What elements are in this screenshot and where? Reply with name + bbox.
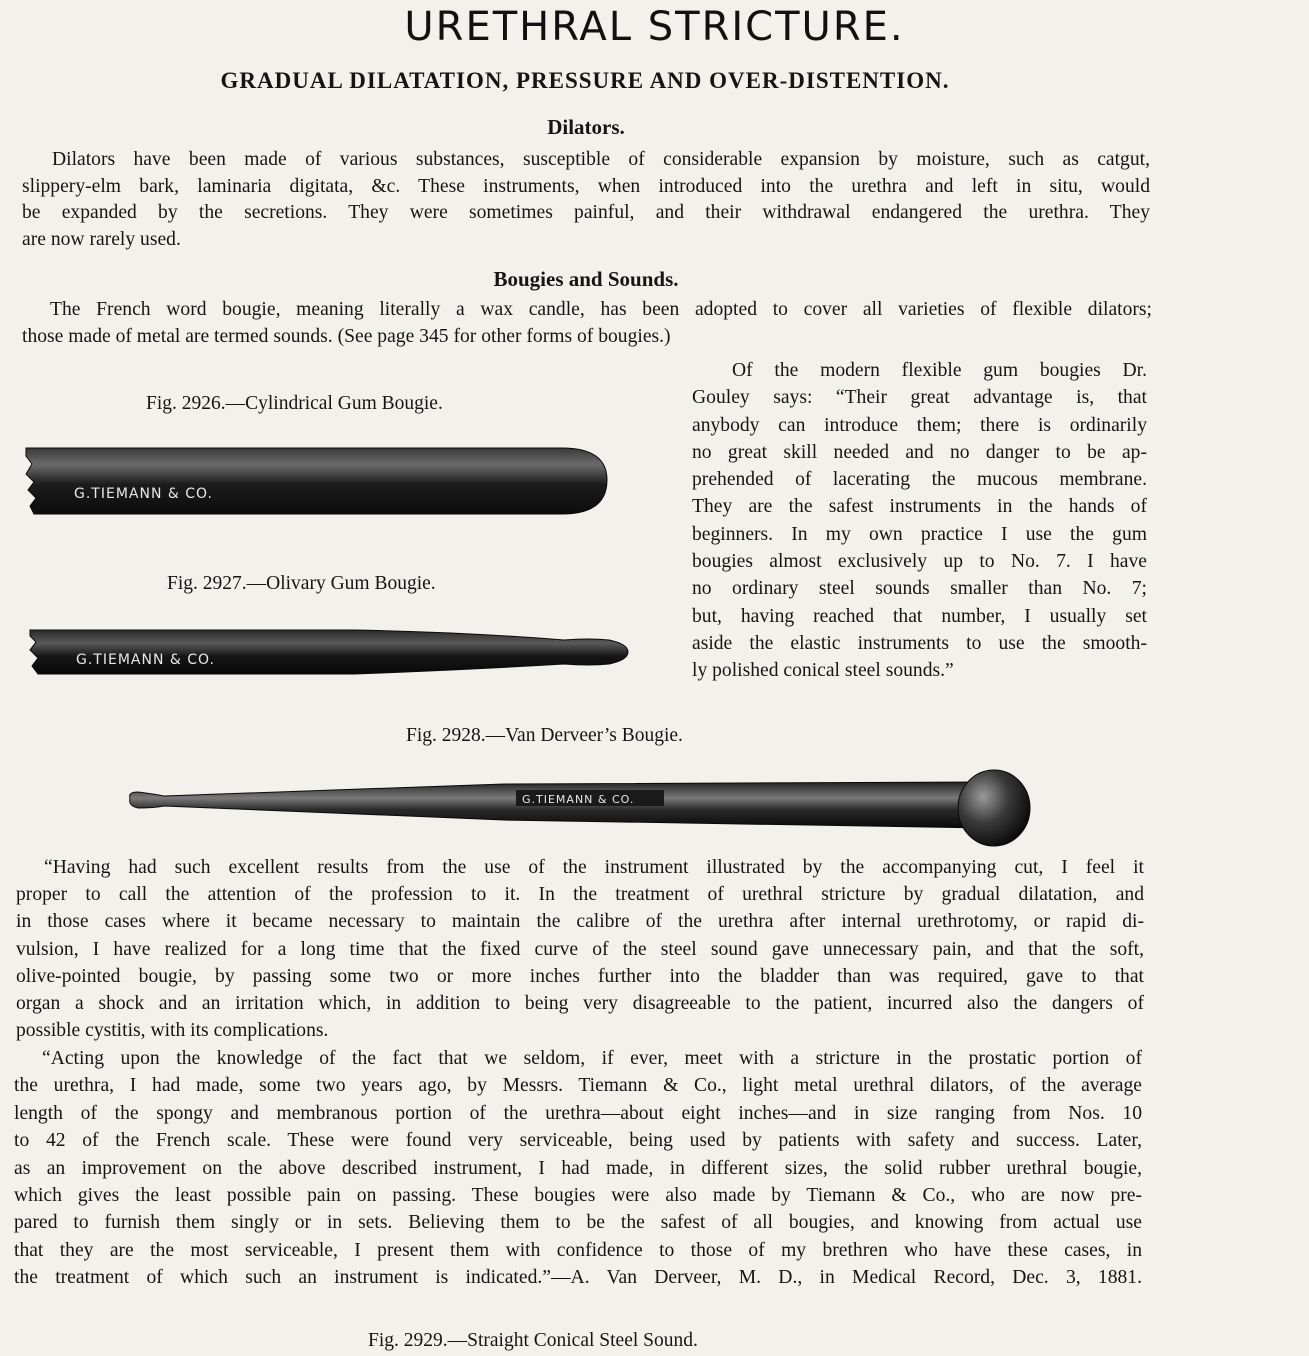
- text-line: Gouley says: “Their great advantage is, that: [692, 387, 1147, 409]
- text-line: which gives the least possible pain on passing. These bougies were also made by Tiemann & Co., who are now pre-: [14, 1185, 1142, 1207]
- text-line: that they are the most serviceable, I present them with confidence to those of my brethren who have these cases, in: [14, 1239, 1142, 1261]
- maker-mark-2926: G.TIEMANN & CO.: [74, 486, 213, 502]
- text-line: as an improvement on the above described instrument, I had made, in different sizes, the solid rubber urethral bougie,: [14, 1157, 1142, 1179]
- text-line: aside the elastic instruments to use the smooth-: [692, 632, 1147, 654]
- gouley-quote: [692, 357, 1147, 685]
- text-line: organ a shock and an irritation which, in addition to being very disagreeable to the patient, incurred also the dangers of: [16, 993, 1144, 1015]
- figure-caption-2928: Fig. 2928.—Van Derveer’s Bougie.: [406, 725, 683, 746]
- text-line: the treatment of which such an instrument is indicated.”—A. Van Derveer, M. D., in Medical Record, Dec. 3, 1881.: [14, 1267, 1142, 1289]
- page-subtitle: GRADUAL DILATATION, PRESSURE AND OVER-DISTENTION.: [220, 68, 950, 93]
- text-line: possible cystitis, with its complications.: [16, 1020, 329, 1042]
- dilators-paragraph: [22, 147, 1150, 253]
- text-line: anybody can introduce them; there is ordinarily: [692, 414, 1147, 436]
- text-line: be expanded by the secretions. They were sometimes painful, and their withdrawal endangered the urethra. They: [22, 202, 1150, 224]
- van-derveer-quote-paragraph-2: [14, 1045, 1142, 1292]
- text-line: but, having reached that number, I usually set: [692, 605, 1147, 627]
- text-line: prehended of lacerating the mucous membrane.: [692, 469, 1147, 491]
- van-derveer-quote-paragraph-1: [16, 854, 1144, 1044]
- text-line: those made of metal are termed sounds. (See page 345 for other forms of bougies.): [22, 325, 671, 347]
- cylindrical-gum-bougie-illustration: [22, 440, 612, 520]
- text-line: They are the safest instruments in the hands of: [692, 496, 1147, 518]
- figure-caption-2929: Fig. 2929.—Straight Conical Steel Sound.: [368, 1330, 698, 1351]
- maker-mark-2928: G.TIEMANN & CO.: [522, 793, 635, 806]
- text-line: beginners. In my own practice I use the gum: [692, 523, 1147, 545]
- text-line: “Acting upon the knowledge of the fact that we seldom, if ever, meet with a stricture in the prostatic portion of: [42, 1048, 1142, 1069]
- text-line: pared to furnish them singly or in sets. Believing them to be the safest of all bougies, and knowing from actual use: [14, 1212, 1142, 1234]
- text-line: bougies almost exclusively up to No. 7. I have: [692, 551, 1147, 573]
- text-line: ly polished conical steel sounds.”: [692, 660, 954, 682]
- olivary-gum-bougie-illustration: [24, 620, 634, 680]
- dilators-heading: Dilators.: [547, 115, 625, 139]
- text-line: in those cases where it became necessary to maintain the calibre of the urethra after internal urethrotomy, or rapid di-: [16, 911, 1144, 933]
- bougies-paragraph: [22, 297, 1152, 350]
- text-line: vulsion, I have realized for a long time that the fixed curve of the steel sound gave unnecessary pain, and that the soft,: [16, 938, 1144, 960]
- text-line: no great skill needed and no danger to be ap-: [692, 441, 1147, 463]
- text-line: the urethra, I had made, some two years ago, by Messrs. Tiemann & Co., light metal urethral dilators, of the average: [14, 1075, 1142, 1097]
- text-line: length of the spongy and membranous portion of the urethra—about eight inches—and in size ranging from Nos. 10: [14, 1102, 1142, 1124]
- text-line: olive-pointed bougie, by passing some two or more inches further into the bladder than was required, gave to that: [16, 965, 1144, 987]
- text-line: Dilators have been made of various substances, susceptible of considerable expansion by moisture, such as catgut,: [52, 149, 1150, 170]
- page-title: URETHRAL STRICTURE.: [404, 4, 905, 50]
- figure-caption-2926: Fig. 2926.—Cylindrical Gum Bougie.: [146, 393, 443, 414]
- bougies-heading: Bougies and Sounds.: [493, 267, 679, 291]
- text-line: proper to call the attention of the profession to it. In the treatment of urethral stricture by gradual dilatation, and: [16, 884, 1144, 906]
- text-line: to 42 of the French scale. These were found very serviceable, being used by patients with safety and success. Later,: [14, 1130, 1142, 1152]
- text-line: The French word bougie, meaning literally a wax candle, has been adopted to cover all varieties of flexible dilators;: [50, 299, 1152, 320]
- maker-mark-2927: G.TIEMANN & CO.: [76, 652, 215, 668]
- text-line: “Having had such excellent results from the use of the instrument illustrated by the accompanying cut, I feel it: [44, 857, 1144, 878]
- text-line: no ordinary steel sounds smaller than No. 7;: [692, 578, 1147, 600]
- text-line: slippery-elm bark, laminaria digitata, &c. These instruments, when introduced into the urethra and left in situ, would: [22, 175, 1150, 197]
- text-line: Of the modern flexible gum bougies Dr.: [732, 360, 1147, 381]
- van-derveer-bougie-illustration: [124, 768, 1034, 852]
- text-line: are now rarely used.: [22, 228, 181, 250]
- figure-caption-2927: Fig. 2927.—Olivary Gum Bougie.: [167, 573, 436, 594]
